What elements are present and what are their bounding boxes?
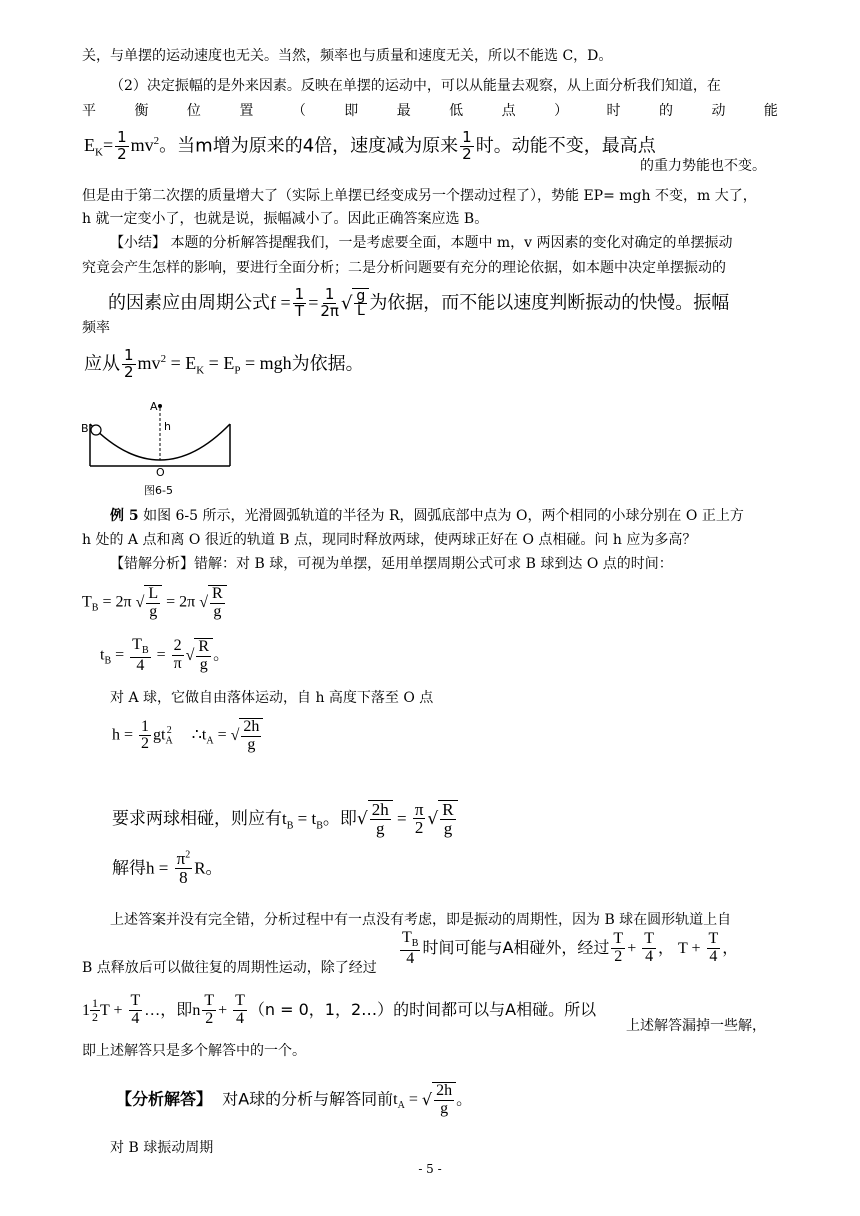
text-line: 究竟会产生怎样的影响，要进行全面分析；二是分析问题要有充分的理论依据，如本题中决定单摆振动的	[82, 260, 726, 276]
ball-b	[91, 425, 101, 435]
text-line: 对 A 球，它做自由落体运动，自 h 高度下落至 O 点	[110, 690, 434, 706]
justified-line	[82, 101, 778, 121]
justified-word: ）	[554, 103, 569, 119]
justified-word: 位	[186, 103, 201, 119]
summary-line: 【小结】 本题的分析解答提醒我们，一是考虑要全面，本题中 m，v 两因素的变化对确定的单摆振动	[110, 235, 733, 251]
formula-time-b: $t_B$ = $\frac{T_B}{4}$ = $\frac{2}{\pi}$ √ $\frac{R}{g}$ 。	[100, 636, 230, 674]
figure-6-5	[80, 394, 240, 504]
formula-frequency: 的因素应由周期公式f = $\frac{1}{T}$ = $\frac{1}{2\pi}$ √ $\frac{g}{L}$ 为依据，而不能以速度判断振动的快慢。振幅	[108, 285, 730, 320]
justified-word: （	[291, 103, 306, 119]
text-line: h 处的 A 点和离 O 很近的轨道 B 点，现同时释放两球，使两球正好在 O 点相碰。问 h 应为多高？	[82, 532, 697, 548]
justified-word: 即	[344, 103, 359, 119]
text-line: h 就一定变小了，也就是说，振幅减小了。因此正确答案应选 B。	[82, 211, 489, 227]
justified-word: 置	[239, 103, 254, 119]
text-line: 频率	[82, 320, 110, 336]
justified-word: 能	[763, 103, 778, 119]
formula-free-fall: h = $\frac{1}{2}$ $gt_A^2$ $\therefore t_A$ = √ $\frac{2h}{g}$	[112, 718, 263, 754]
label-b: B	[81, 422, 89, 435]
formula-solution-h: 解得h = $\frac{\pi^2}{8}$ R。	[112, 849, 223, 887]
text-line: （2）决定振幅的是外来因素。反映在单摆的运动中，可以从能量去观察，从上面分析我们知道，在	[110, 78, 721, 94]
justified-word: 最	[396, 103, 411, 119]
formula-times-list-1: $\frac{T_B}{4}$ 时间可能与A相碰外，经过 $\frac{T}{2}$ + $\frac{T}{4}$ ， T + $\frac{T}{4}$ ，	[402, 929, 739, 967]
formula-energy: 应从 $\frac{1}{2}$ $mv^2 = E_K = E_P$ = mgh为依据。	[84, 346, 364, 381]
justified-word: 低	[449, 103, 464, 119]
example-line: 例 5 如图 6-5 所示，光滑圆弧轨道的半径为 R，圆弧底部中点为 O，两个相同的小球分别在 O 正上方	[110, 508, 744, 524]
text-line: 但是由于第二次摆的质量增大了（实际上单摆已经变成另一个摆动过程了），势能 EP= mgh 不变，m 大了，	[82, 188, 757, 204]
answer-line: 【分析解答】 对A球的分析与解答同前$t_A$ = √ $\frac{2h}{g}$ 。	[116, 1082, 473, 1117]
justified-word: 平	[82, 103, 96, 119]
formula-kinetic-energy: $E_K=$ $\frac{1}{2}$ $mv^2$。当m增为原来的4倍，速度减为原来 $\frac{1}{2}$ 时。动能不变，最高点	[84, 128, 656, 163]
justified-word: 动	[711, 103, 726, 119]
label-o: O	[156, 466, 165, 479]
justified-word: 的	[658, 103, 673, 119]
text-line: 对 B 球振动周期	[110, 1140, 214, 1156]
justified-word: 时	[606, 103, 621, 119]
formula-meet-condition: 要求两球相碰，则应有$t_B = t_B$。即√ $\frac{2h}{g}$ = $\frac{\pi}{2}$ √ $\frac{R}{g}$	[112, 800, 458, 838]
text-line: 关，与单摆的运动速度也无关。当然，频率也与质量和速度无关，所以不能选 C，D。	[82, 48, 613, 64]
label-a: A	[150, 400, 158, 413]
text-line: 【错解分析】错解：对 B 球，可视为单摆，延用单摆周期公式可求 B 球到达 O 点的时间：	[110, 556, 673, 572]
formula-times-list-2: 1 $\frac{1}{2}$ T + $\frac{T}{4}$ …，即n $\frac{T}{2}$ + $\frac{T}{4}$ （n = 0，1，2…）的时间都可以与A相碰。所以	[82, 992, 597, 1027]
text-line: 上述解答漏掉一些解，	[626, 1018, 766, 1034]
justified-word: 衡	[134, 103, 149, 119]
page-number: - 5 -	[418, 1162, 442, 1176]
label-h: h	[164, 420, 171, 433]
justified-word: 点	[501, 103, 516, 119]
figure-caption: 图6-5	[144, 484, 173, 497]
text-line: 的重力势能也不变。	[640, 158, 766, 174]
text-line: 即上述解答只是多个解答中的一个。	[82, 1043, 306, 1059]
text-line: 上述答案并没有完全错，分析过程中有一点没有考虑，即是振动的周期性，因为 B 球在圆形轨道上自	[110, 912, 732, 928]
formula-period-b: $T_B = 2\pi$ √ $\frac{L}{g}$ = 2π √ $\frac{R}{g}$	[82, 585, 227, 621]
ball-a	[158, 404, 162, 408]
text-line: B 点释放后可以做往复的周期性运动，除了经过	[82, 960, 377, 976]
